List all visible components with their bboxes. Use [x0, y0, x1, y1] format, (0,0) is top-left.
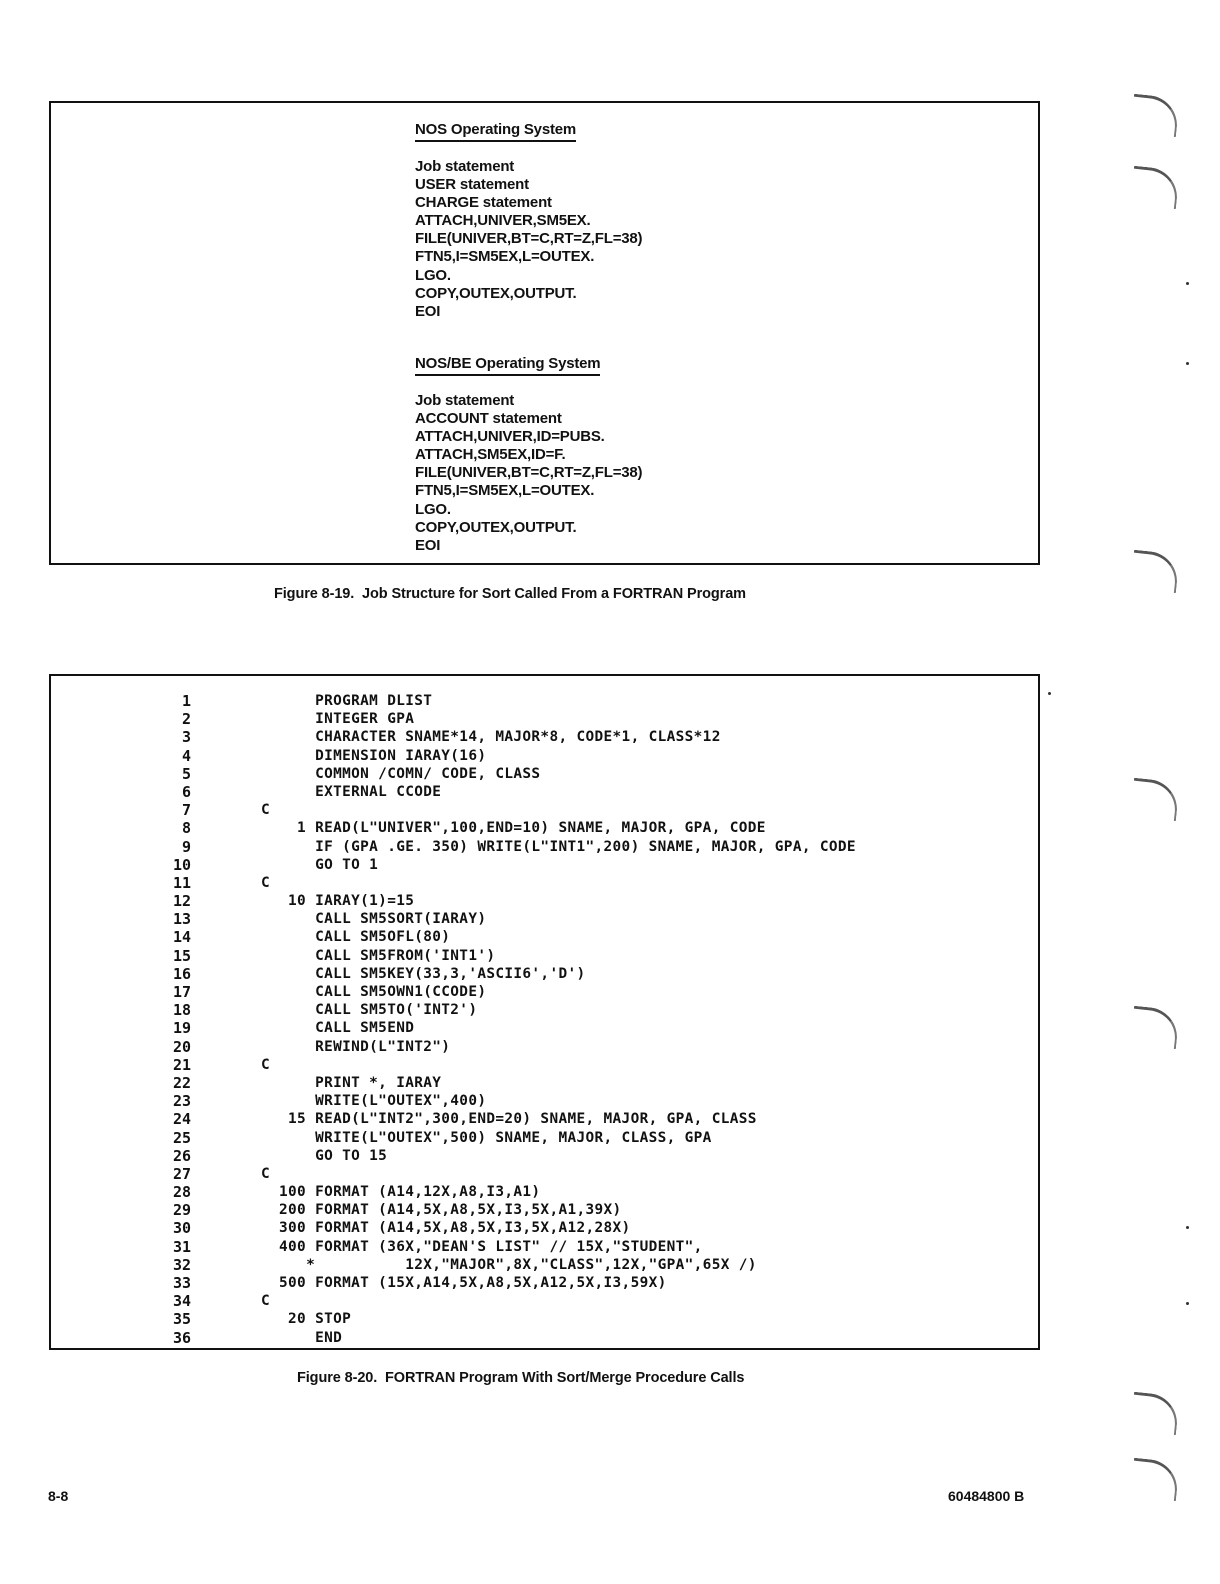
source-text: END — [261, 1329, 343, 1346]
source-text: C — [261, 1165, 271, 1182]
scan-speck — [1186, 1226, 1189, 1229]
line-number: 3 — [181, 728, 191, 747]
source-text: CALL SM5OFL(80) — [261, 929, 451, 946]
line-number: 11 — [172, 873, 191, 892]
nos-line: FTN5,I=SM5EX,L=OUTEX. — [415, 248, 595, 266]
nosbe-line: FILE(UNIVER,BT=C,RT=Z,FL=38) — [415, 464, 643, 482]
line-number: 30 — [172, 1219, 191, 1238]
source-text: REWIND(L"INT2") — [261, 1038, 451, 1055]
source-text: 20 STOP — [261, 1311, 352, 1328]
code-line — [51, 856, 1038, 874]
nos-line: USER statement — [415, 176, 529, 194]
source-text: 10 IARAY(1)=15 — [261, 893, 415, 910]
line-number: 22 — [172, 1073, 191, 1092]
source-text: CHARACTER SNAME*14, MAJOR*8, CODE*1, CLASS*12 — [261, 729, 721, 746]
source-text: WRITE(L"OUTEX",400) — [261, 1093, 487, 1110]
code-line — [51, 1092, 1038, 1110]
nosbe-line: COPY,OUTEX,OUTPUT. — [415, 518, 577, 536]
line-number: 14 — [172, 928, 191, 947]
source-text: CALL SM5TO('INT2') — [261, 1002, 478, 1019]
source-text: DIMENSION IARAY(16) — [261, 747, 487, 764]
figure-8-19-caption: Figure 8-19. Job Structure for Sort Called From a FORTRAN Program — [274, 586, 746, 602]
figure-8-20-box — [49, 674, 1040, 1350]
line-number: 8 — [181, 819, 191, 838]
line-number: 28 — [172, 1183, 191, 1202]
nos-line: CHARGE statement — [415, 194, 552, 212]
line-number: 17 — [172, 983, 191, 1001]
scan-speck — [1186, 1302, 1189, 1305]
code-line — [51, 1074, 1038, 1092]
code-line — [51, 1147, 1038, 1165]
line-number: 16 — [172, 964, 191, 983]
source-text: 500 FORMAT (15X,A14,5X,A8,5X,A12,5X,I3,59X) — [261, 1275, 667, 1291]
line-number: 13 — [172, 910, 191, 929]
source-text: 15 READ(L"INT2",300,END=20) SNAME, MAJOR, GPA, CLASS — [261, 1111, 757, 1128]
code-line — [51, 838, 1038, 856]
code-line — [51, 1310, 1038, 1328]
line-number: 34 — [172, 1292, 191, 1311]
code-line — [51, 1274, 1038, 1292]
line-number: 23 — [172, 1092, 191, 1111]
line-number: 7 — [181, 801, 191, 820]
line-number: 35 — [172, 1310, 191, 1329]
source-text: PRINT *, IARAY — [261, 1074, 442, 1091]
punch-hole-mark — [1130, 550, 1180, 594]
source-text: PROGRAM DLIST — [261, 693, 433, 709]
nosbe-line: Job statement — [415, 392, 515, 409]
source-text: CALL SM5END — [261, 1020, 415, 1037]
nosbe-line: ATTACH,SM5EX,ID=F. — [415, 446, 566, 464]
punch-hole-mark — [1130, 1392, 1180, 1436]
line-number: 19 — [172, 1019, 191, 1038]
line-number: 25 — [172, 1128, 191, 1147]
line-number: 2 — [181, 710, 191, 729]
source-text: 100 FORMAT (A14,12X,A8,I3,A1) — [261, 1184, 541, 1201]
line-number: 20 — [172, 1037, 191, 1056]
source-text: C — [261, 874, 271, 891]
source-text: WRITE(L"OUTEX",500) SNAME, MAJOR, CLASS, GPA — [261, 1129, 712, 1146]
source-text: CALL SM5KEY(33,3,'ASCII6','D') — [261, 965, 586, 982]
code-line — [51, 1183, 1038, 1201]
source-text: * 12X,"MAJOR",8X,"CLASS",12X,"GPA",65X /) — [261, 1256, 757, 1273]
punch-hole-mark — [1130, 778, 1180, 822]
source-text: IF (GPA .GE. 350) WRITE(L"INT1",200) SNAME, MAJOR, GPA, CODE — [261, 838, 856, 855]
line-number: 24 — [172, 1110, 191, 1129]
code-line — [51, 947, 1038, 965]
code-line — [51, 928, 1038, 946]
source-text: C — [261, 1056, 271, 1073]
page-number: 8-8 — [48, 1488, 69, 1504]
code-line — [51, 692, 1038, 710]
code-line — [51, 801, 1038, 819]
line-number: 18 — [172, 1001, 191, 1020]
line-number: 32 — [172, 1255, 191, 1274]
code-line — [51, 965, 1038, 983]
line-number: 5 — [181, 764, 191, 783]
source-text: 400 FORMAT (36X,"DEAN'S LIST" // 15X,"STUDENT", — [261, 1238, 703, 1255]
source-text: CALL SM5SORT(IARAY) — [261, 911, 487, 928]
nos-title: NOS Operating System — [415, 121, 576, 142]
scan-speck — [1186, 282, 1189, 285]
nosbe-job-lines — [415, 392, 642, 555]
code-line — [51, 1238, 1038, 1256]
line-number: 36 — [172, 1328, 191, 1347]
code-line — [51, 892, 1038, 910]
scan-speck — [1186, 362, 1189, 365]
code-line — [51, 1129, 1038, 1147]
source-text: INTEGER GPA — [261, 711, 415, 728]
punch-hole-mark — [1130, 1458, 1180, 1502]
source-text: GO TO 15 — [261, 1147, 388, 1164]
code-line — [51, 1019, 1038, 1037]
nosbe-line: FTN5,I=SM5EX,L=OUTEX. — [415, 482, 595, 500]
source-text: GO TO 1 — [261, 856, 379, 873]
code-line — [51, 1056, 1038, 1074]
line-number: 15 — [172, 946, 191, 965]
source-text: COMMON /COMN/ CODE, CLASS — [261, 765, 541, 782]
nosbe-title: NOS/BE Operating System — [415, 355, 600, 376]
line-number: 27 — [172, 1164, 191, 1183]
nosbe-line: ATTACH,UNIVER,ID=PUBS. — [415, 428, 605, 446]
code-line — [51, 747, 1038, 765]
line-number: 9 — [181, 837, 191, 856]
nos-line: Job statement — [415, 158, 515, 175]
line-number: 29 — [172, 1201, 191, 1220]
code-line — [51, 1038, 1038, 1056]
code-line — [51, 983, 1038, 1001]
code-line — [51, 1110, 1038, 1128]
punch-hole-mark — [1130, 166, 1180, 210]
nos-line: ATTACH,UNIVER,SM5EX. — [415, 212, 591, 230]
line-number: 31 — [172, 1237, 191, 1256]
code-line — [51, 874, 1038, 892]
nos-section — [415, 121, 642, 321]
code-line — [51, 1165, 1038, 1183]
punch-hole-mark — [1130, 94, 1180, 138]
nos-line: EOI — [415, 302, 441, 320]
nos-line: COPY,OUTEX,OUTPUT. — [415, 284, 577, 302]
source-text: EXTERNAL CCODE — [261, 783, 442, 800]
source-text: CALL SM5OWN1(CCODE) — [261, 984, 487, 1000]
code-line — [51, 728, 1038, 746]
source-text: 1 READ(L"UNIVER",100,END=10) SNAME, MAJOR, GPA, CODE — [261, 820, 766, 837]
source-text: 300 FORMAT (A14,5X,A8,5X,I3,5X,A12,28X) — [261, 1220, 631, 1237]
source-text: CALL SM5FROM('INT1') — [261, 947, 496, 964]
line-number: 1 — [181, 692, 191, 710]
nosbe-line: EOI — [415, 536, 441, 554]
nos-line: FILE(UNIVER,BT=C,RT=Z,FL=38) — [415, 230, 643, 248]
code-line — [51, 1001, 1038, 1019]
source-text: 200 FORMAT (A14,5X,A8,5X,I3,5X,A1,39X) — [261, 1202, 622, 1219]
code-line — [51, 1201, 1038, 1219]
document-number: 60484800 B — [948, 1488, 1025, 1504]
code-line — [51, 1292, 1038, 1310]
nosbe-line: LGO. — [415, 500, 451, 518]
code-line — [51, 1256, 1038, 1274]
code-line — [51, 819, 1038, 837]
nosbe-line: ACCOUNT statement — [415, 410, 562, 428]
line-number: 4 — [181, 746, 191, 765]
line-number: 26 — [172, 1146, 191, 1165]
nosbe-section — [415, 355, 642, 555]
code-line — [51, 1219, 1038, 1237]
figure-8-20-caption: Figure 8-20. FORTRAN Program With Sort/Merge Procedure Calls — [297, 1370, 745, 1386]
punch-hole-mark — [1130, 1006, 1180, 1050]
line-number: 10 — [172, 855, 191, 874]
line-number: 6 — [181, 782, 191, 801]
line-number: 21 — [172, 1055, 191, 1074]
line-number: 12 — [172, 892, 191, 911]
fortran-listing — [51, 692, 1038, 1347]
code-line — [51, 1329, 1038, 1347]
code-line — [51, 783, 1038, 801]
nos-job-lines — [415, 158, 642, 321]
code-line — [51, 910, 1038, 928]
code-line — [51, 765, 1038, 783]
nos-line: LGO. — [415, 266, 451, 284]
scan-speck — [1048, 692, 1051, 695]
figure-8-19-box — [49, 101, 1040, 565]
line-number: 33 — [172, 1274, 191, 1292]
code-line — [51, 710, 1038, 728]
source-text: C — [261, 1293, 271, 1310]
source-text: C — [261, 802, 271, 819]
